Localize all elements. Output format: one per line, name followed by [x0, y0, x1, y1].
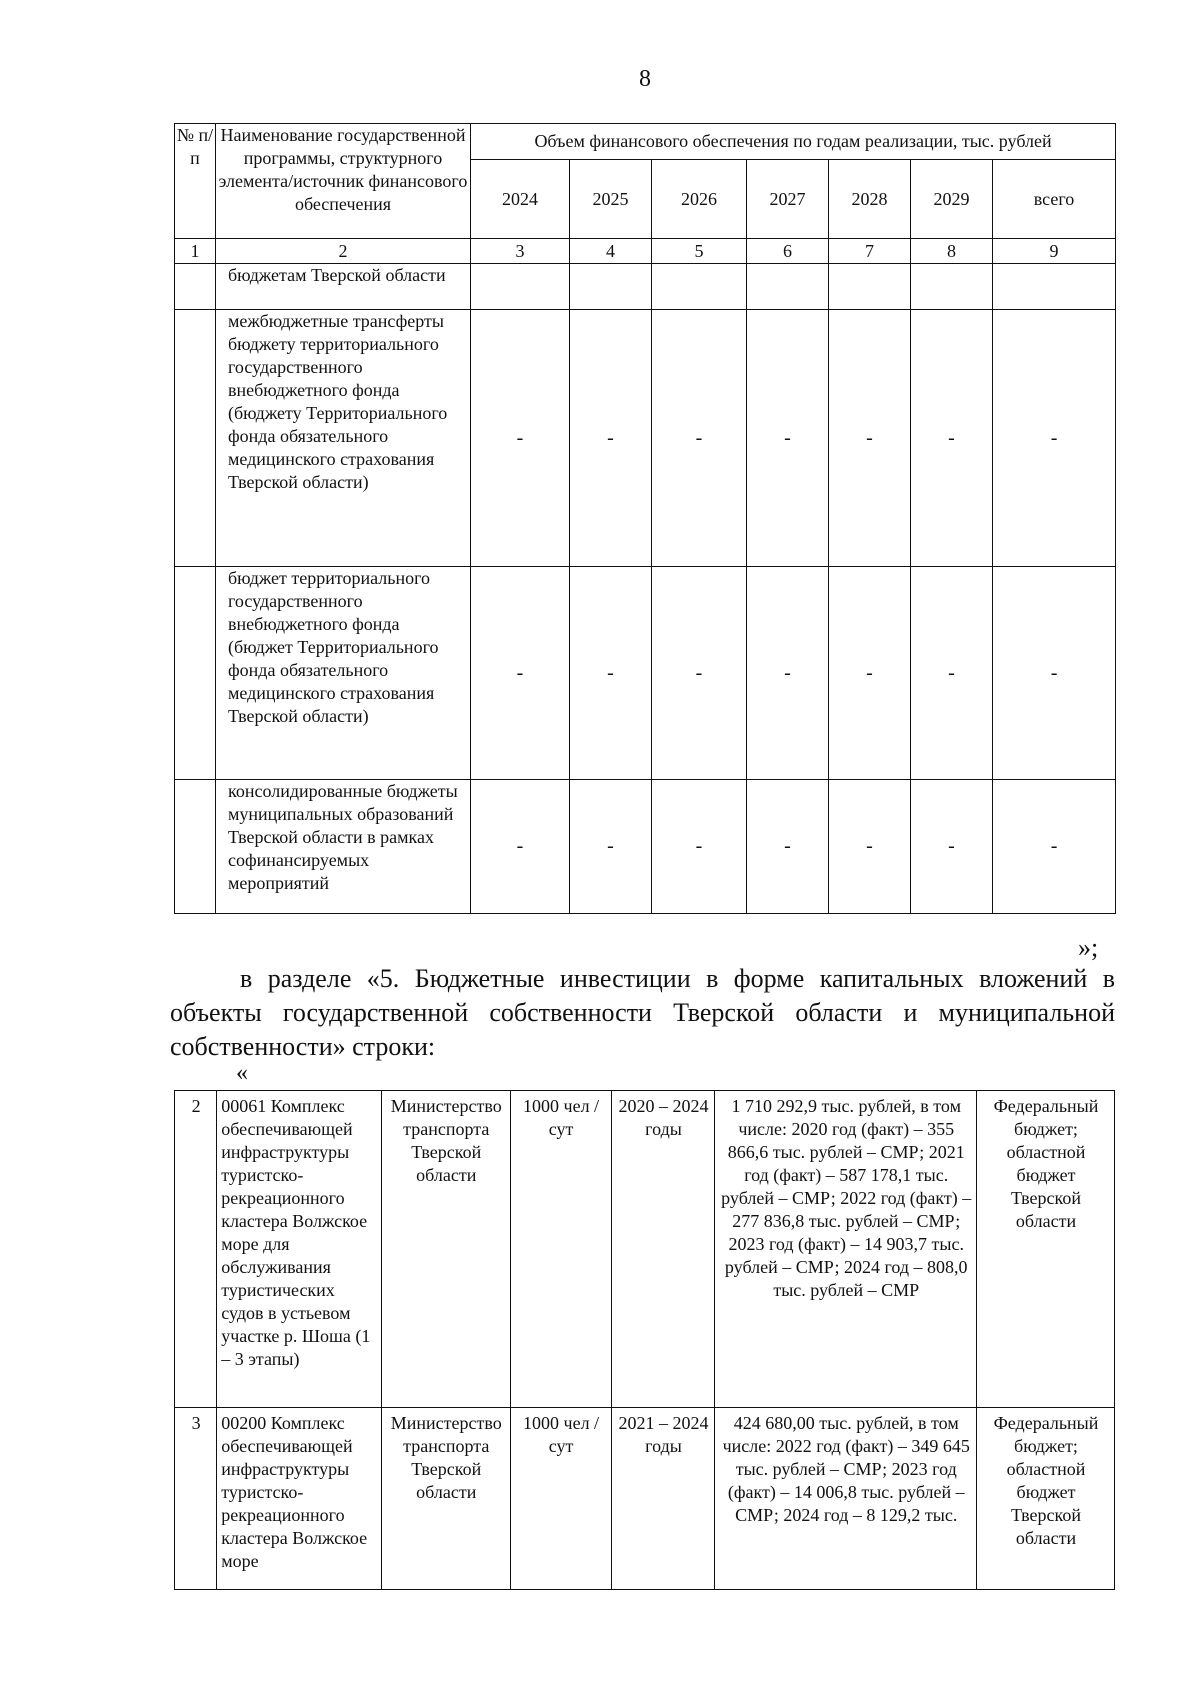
row-value: -	[993, 310, 1116, 567]
row-value	[911, 264, 993, 310]
table-row	[175, 567, 1116, 780]
col-number: 5	[652, 239, 747, 264]
row-value: -	[471, 567, 570, 780]
row-value: -	[911, 310, 993, 567]
closing-quote: »;	[1078, 933, 1099, 962]
row-number: 2	[175, 1091, 217, 1408]
row-name: межбюджетные трансферты бюджету территориального государственного внебюджетного фонда (бюджету Территориального фонда обязательного медицинского страхования Тверской области)	[216, 310, 471, 567]
row-name: консолидированные бюджеты муниципальных образований Тверской области в рамках софинансируемых мероприятий	[216, 780, 471, 914]
col-number: 1	[175, 239, 216, 264]
page-number: 8	[639, 66, 651, 92]
table-row	[175, 780, 1116, 914]
col-number: 3	[471, 239, 570, 264]
row-value: -	[993, 567, 1116, 780]
investment-table	[174, 1090, 1115, 1590]
row-value: -	[570, 310, 652, 567]
ministry: Министерство транспорта Тверской области	[381, 1091, 510, 1408]
row-value: -	[829, 310, 911, 567]
row-number: 3	[175, 1408, 217, 1590]
period: 2020 – 2024 годы	[611, 1091, 715, 1408]
row-value: -	[829, 567, 911, 780]
header-num: № п/п	[175, 124, 216, 239]
header-volume: Объем финансового обеспечения по годам реализации, тыс. рублей	[471, 124, 1116, 160]
funding-source: Федеральный бюджет; областной бюджет Тверской области	[976, 1091, 1114, 1408]
row-name: бюджетам Тверской области	[216, 264, 471, 310]
row-value: -	[570, 780, 652, 914]
row-value: -	[747, 310, 829, 567]
row-value: -	[652, 310, 747, 567]
row-value: -	[471, 780, 570, 914]
col-number: 9	[993, 239, 1116, 264]
table-row	[175, 310, 1116, 567]
header-total: всего	[993, 160, 1116, 239]
object-name: 00200 Комплекс обеспечивающей инфраструктуры туристско-рекреационного кластера Волжское море	[217, 1408, 382, 1590]
row-value: -	[911, 780, 993, 914]
header-name: Наименование государственной программы, структурного элемента/источник финансового обеспечения	[216, 124, 471, 239]
row-name: бюджет территориального государственного внебюджетного фонда (бюджет Территориального фонда обязательного медицинского страхования Тверской области)	[216, 567, 471, 780]
col-number: 7	[829, 239, 911, 264]
row-value: -	[747, 567, 829, 780]
row-value: -	[911, 567, 993, 780]
header-year: 2024	[471, 160, 570, 239]
row-value	[993, 264, 1116, 310]
row-value: -	[471, 310, 570, 567]
col-number: 8	[911, 239, 993, 264]
row-value	[570, 264, 652, 310]
table-row	[175, 264, 1116, 310]
table-row	[175, 1408, 1115, 1590]
header-year: 2028	[829, 160, 911, 239]
header-year: 2029	[911, 160, 993, 239]
row-value: -	[570, 567, 652, 780]
cost: 1 710 292,9 тыс. рублей, в том числе: 2020 год (факт) – 355 866,6 тыс. рублей – СМР; 2021 год (факт) – 587 178,1 тыс. рублей – СМР; 2022 год (факт) – 277 836,8 тыс. рублей – СМР; 2023 год (факт) – 14 903,7 тыс. рублей – СМР; 2024 год – 808,0 тыс. рублей – СМР	[715, 1091, 977, 1408]
row-value	[747, 264, 829, 310]
row-value: -	[747, 780, 829, 914]
col-number: 6	[747, 239, 829, 264]
col-number: 2	[216, 239, 471, 264]
row-value: -	[993, 780, 1116, 914]
capacity: 1000 чел /сут	[510, 1408, 611, 1590]
col-number: 4	[570, 239, 652, 264]
ministry: Министерство транспорта Тверской области	[381, 1408, 510, 1590]
row-value: -	[652, 567, 747, 780]
row-value: -	[652, 780, 747, 914]
funding-source: Федеральный бюджет; областной бюджет Тверской области	[976, 1408, 1114, 1590]
row-value	[652, 264, 747, 310]
row-value: -	[829, 780, 911, 914]
object-name: 00061 Комплекс обеспечивающей инфраструктуры туристско-рекреационного кластера Волжское море для обслуживания туристических судов в устьевом участке р. Шоша (1 – 3 этапы)	[217, 1091, 382, 1408]
opening-quote: «	[236, 1060, 248, 1086]
capacity: 1000 чел /сут	[510, 1091, 611, 1408]
header-year: 2025	[570, 160, 652, 239]
table-row	[175, 1091, 1115, 1408]
header-year: 2027	[747, 160, 829, 239]
section-paragraph: в разделе «5. Бюджетные инвестиции в форме капитальных вложений в объекты государственной собственности Тверской области и муниципальной собственности» строки:	[170, 964, 1115, 1061]
header-year: 2026	[652, 160, 747, 239]
cost: 424 680,00 тыс. рублей, в том числе: 2022 год (факт) – 349 645 тыс. рублей – СМР; 2023 год (факт) – 14 006,8 тыс. рублей – СМР; 2024 год – 8 129,2 тыс.	[715, 1408, 977, 1590]
row-value	[829, 264, 911, 310]
financing-table	[174, 123, 1116, 914]
row-value	[471, 264, 570, 310]
period: 2021 – 2024 годы	[611, 1408, 715, 1590]
